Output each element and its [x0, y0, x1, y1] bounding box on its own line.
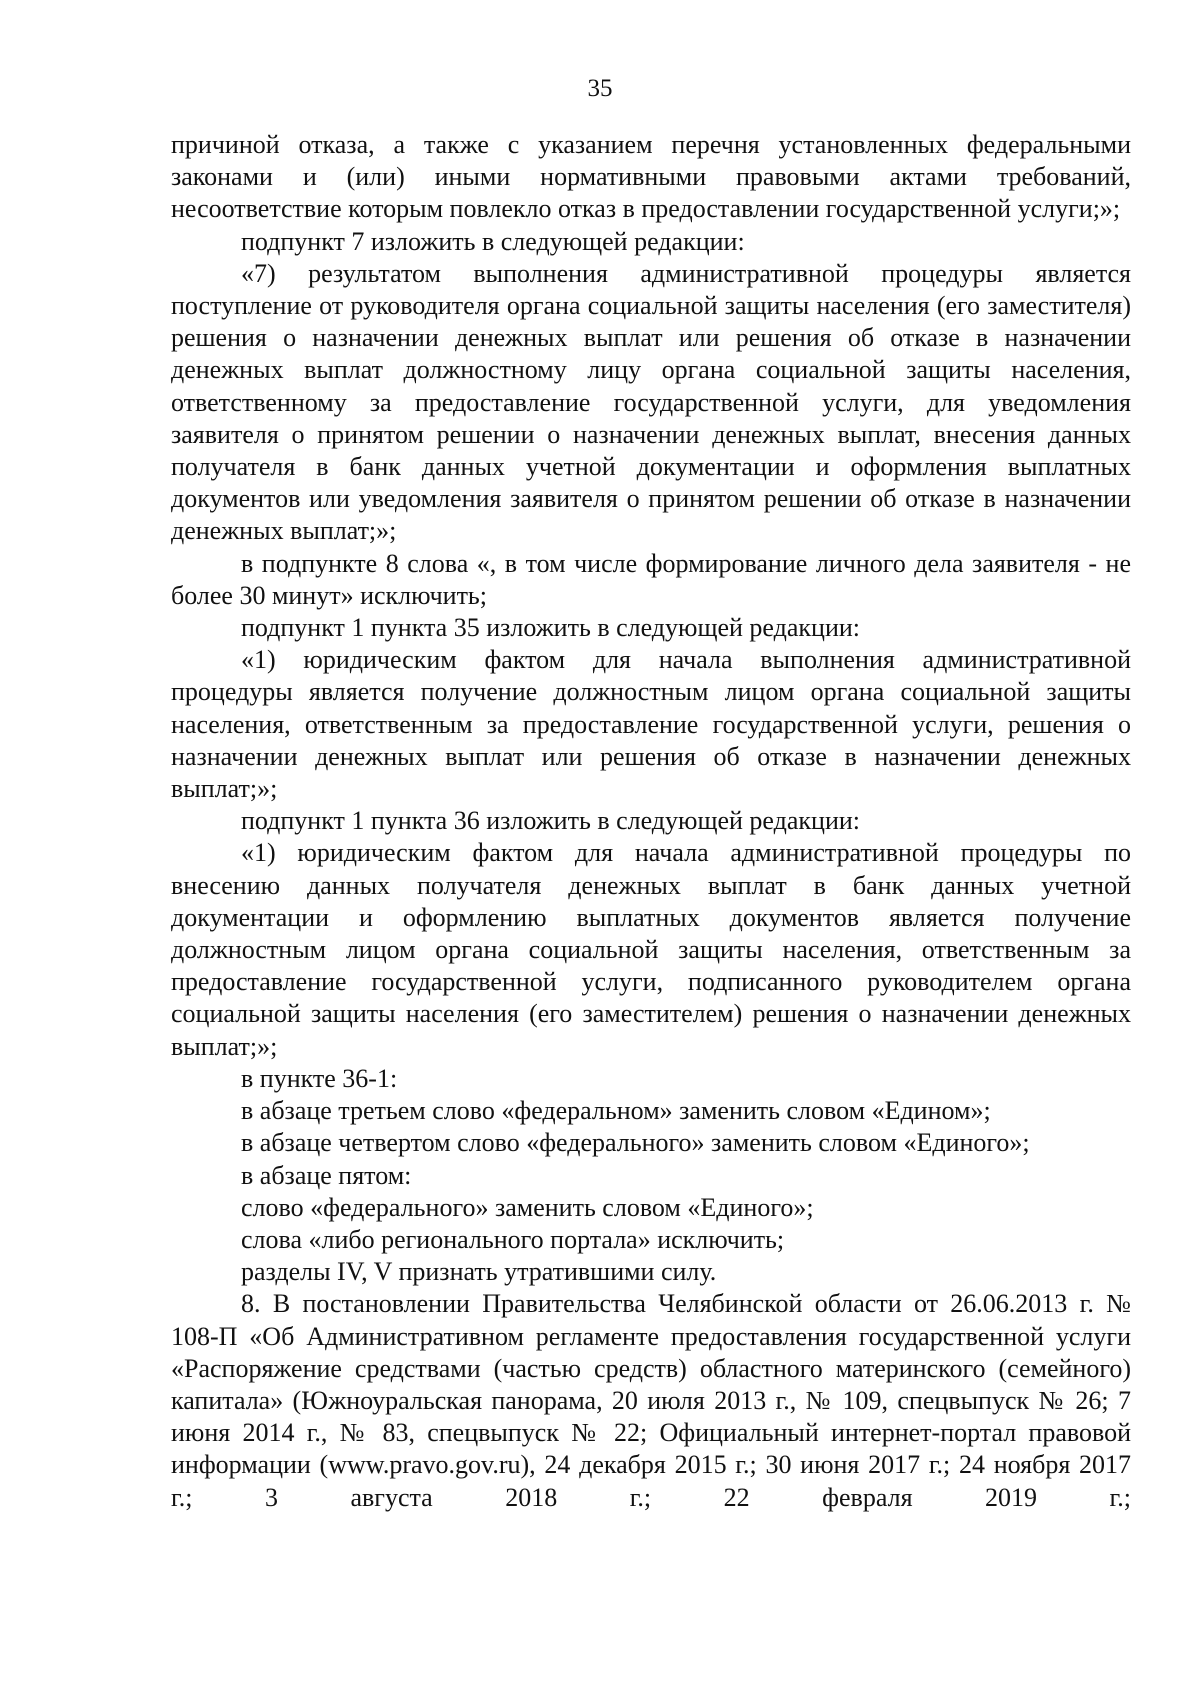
paragraph: в абзаце третьем слово «федеральном» заменить словом «Едином»; [241, 1096, 991, 1126]
page-number: 35 [587, 75, 613, 102]
paragraph: подпункт 7 изложить в следующей редакции: [241, 226, 745, 256]
paragraph: слово «федерального» заменить словом «Единого»; [241, 1192, 814, 1222]
paragraph: слова «либо регионального портала» исключить; [241, 1224, 785, 1254]
paragraph: в пункте 36-1: [241, 1063, 398, 1093]
paragraph: «1) юридическим фактом для начала выполнения административной процедуры является получение должностным лицом органа социальной защиты населения, ответственным за предоставление государственной услуги, решения о назначении денежных выплат или решения об отказе в назначении денежных выплат;»; [171, 645, 1131, 804]
paragraph: причиной отказа, а также с указанием перечня установленных федеральными законами и (или) иными нормативными правовыми актами требований, несоответствие которым повлекло отказ в предоставлении государственной услуги;»; [171, 130, 1131, 224]
paragraph: разделы IV, V признать утратившими силу. [241, 1257, 717, 1287]
paragraph: в подпункте 8 слова «, в том числе формирование личного дела заявителя - не более 30 минут» исключить; [171, 548, 1131, 610]
paragraph: подпункт 1 пункта 35 изложить в следующей редакции: [241, 613, 860, 643]
paragraph: 8. В постановлении Правительства Челябинской области от 26.06.2013 г. № 108-П «Об Административном регламенте предоставления государственной услуги «Распоряжение средствами (частью средств) областного материнского (семейного) капитала» (Южноуральская панорама, 20 июля 2013 г., № 109, спецвыпуск № 26; 7 июня 2014 г., № 83, спецвыпуск № 22; Официальный интернет-портал правовой информации (www.pravo.gov.ru), 24 декабря 2015 г.; 30 июня 2017 г.; 24 ноября 2017 г.; 3 августа 2018 г.; 22 февраля 2019 г.; [171, 1289, 1131, 1512]
paragraph: подпункт 1 пункта 36 изложить в следующей редакции: [241, 806, 860, 836]
paragraph: в абзаце пятом: [241, 1160, 412, 1190]
paragraph: «7) результатом выполнения административной процедуры является поступление от руководителя органа социальной защиты населения (его заместителя) решения о назначении денежных выплат или решения об отказе в назначении денежных выплат должностному лицу органа социальной защиты населения, ответственному за предоставление государственной услуги, для уведомления заявителя о принятом решении о назначении денежных выплат, внесения данных получателя в банк данных учетной документации и оформления выплатных документов или уведомления заявителя о принятом решении об отказе в назначении денежных выплат;»; [171, 258, 1131, 546]
paragraph: в абзаце четвертом слово «федерального» заменить словом «Единого»; [241, 1128, 1030, 1158]
paragraph: «1) юридическим фактом для начала административной процедуры по внесению данных получателя денежных выплат в банк данных учетной документации и оформлению выплатных документов является получение должностным лицом органа социальной защиты населения, ответственным за предоставление государственной услуги, подписанного руководителем органа социальной защиты населения (его заместителем) решения о назначении денежных выплат;»; [171, 838, 1131, 1061]
document-body [171, 129, 1131, 1514]
